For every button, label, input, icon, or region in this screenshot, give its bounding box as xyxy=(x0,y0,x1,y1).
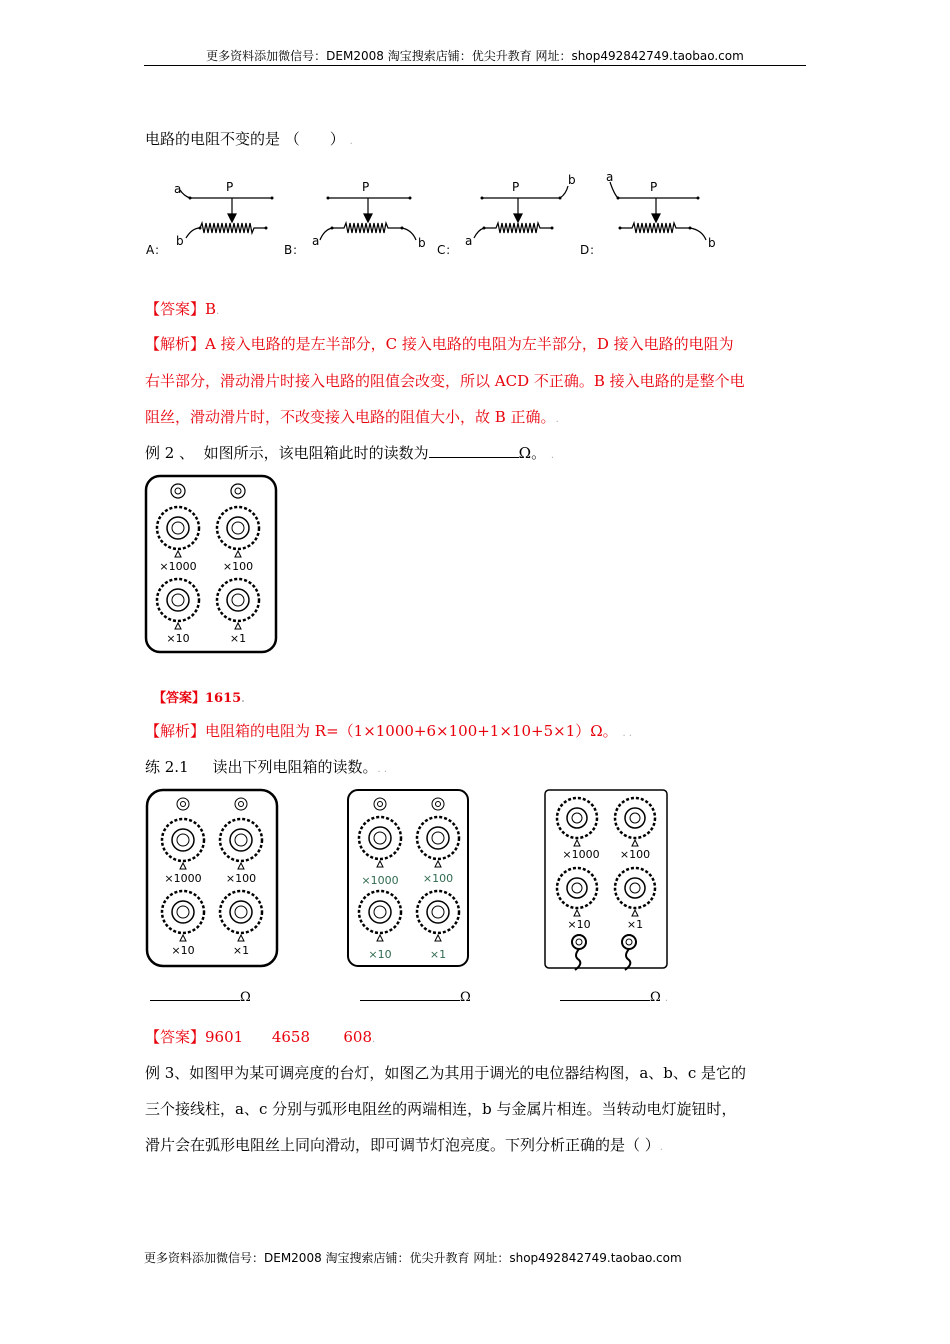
ex2-answer: 【答案】1615. xyxy=(153,691,245,706)
ex2-stem: 例 2 、 如图所示，该电阻箱此时的读数为 Ω。 . xyxy=(145,444,555,462)
dial-label-10: ×10 xyxy=(166,632,190,645)
ex2-analysis: 【解析】电阻箱的电阻为 R=（1×1000+6×100+1×10+5×1）Ω。 . . xyxy=(145,722,632,740)
pr21-answer-2: 4658 xyxy=(271,1028,310,1046)
resistance-box-ex2 xyxy=(144,474,280,656)
slider-label-b: P xyxy=(362,180,370,194)
box3-label-1000: ×1000 xyxy=(562,848,600,861)
q1-stem-text: 电路的电阻不变的是 （ ） xyxy=(145,130,345,148)
terminal-b-A: b xyxy=(176,234,184,248)
resistance-box-1 xyxy=(145,788,280,970)
pr21-answer-1: 9601 xyxy=(205,1028,244,1046)
dial-label-1: ×1 xyxy=(229,632,247,645)
pr21-stem: 练 2.1 读出下列电阻箱的读数。. . xyxy=(145,758,388,776)
page-footer: 更多资料添加微信号：DEM2008 淘宝搜索店铺：优尖升教育 网址：shop492842749.taobao.com xyxy=(144,1251,682,1265)
q1-analysis-line1: 【解析】A 接入电路的是左半部分，C 接入电路的电阻为左半部分，D 接入电路的电阻为 xyxy=(145,335,734,353)
pr21-blank-2[interactable]: Ω xyxy=(360,986,471,1005)
slider-label-a: P xyxy=(226,180,234,194)
option-D-label: D： xyxy=(580,243,602,257)
box2-label-10: ×10 xyxy=(368,948,392,961)
ex3-line1: 例 3、如图甲为某可调亮度的台灯，如图乙为其用于调光的电位器结构图，a、b、c 是它的 xyxy=(145,1064,747,1082)
resistance-box-3 xyxy=(543,788,671,972)
q1-analysis-line2: 右半部分，滑动滑片时接入电路的阻值会改变，所以 ACD 不正确。B 接入电路的是整个电 xyxy=(145,372,745,390)
dial-label-1000: ×1000 xyxy=(159,560,197,573)
terminal-a-B: a xyxy=(312,234,320,248)
ex2-answer-value: 1615 xyxy=(205,691,242,706)
terminal-b-C: b xyxy=(568,173,576,187)
box2-label-1000: ×1000 xyxy=(361,874,399,887)
option-B-label: B： xyxy=(284,243,305,257)
q1-analysis-line3: 阻丝，滑动滑片时，不改变接入电路的阻值大小，故 B 正确。. xyxy=(145,408,559,426)
pr21-answer: 【答案】9601 4658 608. xyxy=(145,1028,376,1046)
ex2-answer-blank[interactable] xyxy=(429,443,519,458)
dial-label-100: ×100 xyxy=(222,560,254,573)
ex3-line3: 滑片会在弧形电阻丝上同向滑动，即可调节灯泡亮度。下列分析正确的是（ ）. xyxy=(145,1136,663,1154)
slider-label-d: P xyxy=(650,180,658,194)
slider-label-c: P xyxy=(512,180,520,194)
q1-answer-value: B xyxy=(205,300,217,318)
box3-label-100: ×100 xyxy=(619,848,651,861)
terminal-b-D: b xyxy=(708,236,716,250)
terminal-a-D: a xyxy=(606,170,614,184)
option-A-label: A： xyxy=(146,243,167,257)
resistance-box-2 xyxy=(346,788,470,970)
box1-label-1: ×1 xyxy=(232,944,250,957)
box1-label-100: ×100 xyxy=(225,872,257,885)
option-C-label: C： xyxy=(437,243,458,257)
terminal-a-C: a xyxy=(465,234,473,248)
box1-label-1000: ×1000 xyxy=(164,872,202,885)
pr21-answer-3: 608 xyxy=(343,1028,373,1046)
header-rule xyxy=(144,65,806,66)
page-header: 更多资料添加微信号：DEM2008 淘宝搜索店铺：优尖升教育 网址：shop492842749.taobao.com xyxy=(206,49,744,63)
terminal-a-A: a xyxy=(174,182,182,196)
terminal-b-B: b xyxy=(418,236,426,250)
pr21-blank-3[interactable]: Ω . xyxy=(560,986,668,1005)
box3-label-10: ×10 xyxy=(567,918,591,931)
q1-stem: 电路的电阻不变的是 （ ） . xyxy=(145,130,353,148)
box3-label-1: ×1 xyxy=(626,918,644,931)
ex3-line2: 三个接线柱，a、c 分别与弧形电阻丝的两端相连，b 与金属片相连。当转动电灯旋钮时， xyxy=(145,1100,737,1118)
box2-label-100: ×100 xyxy=(422,872,454,885)
box1-label-10: ×10 xyxy=(171,944,195,957)
q1-answer: 【答案】B. xyxy=(145,300,220,318)
box2-label-1: ×1 xyxy=(429,948,447,961)
rheostat-options-figure xyxy=(140,168,740,263)
pr21-blank-1[interactable]: Ω xyxy=(150,986,251,1005)
